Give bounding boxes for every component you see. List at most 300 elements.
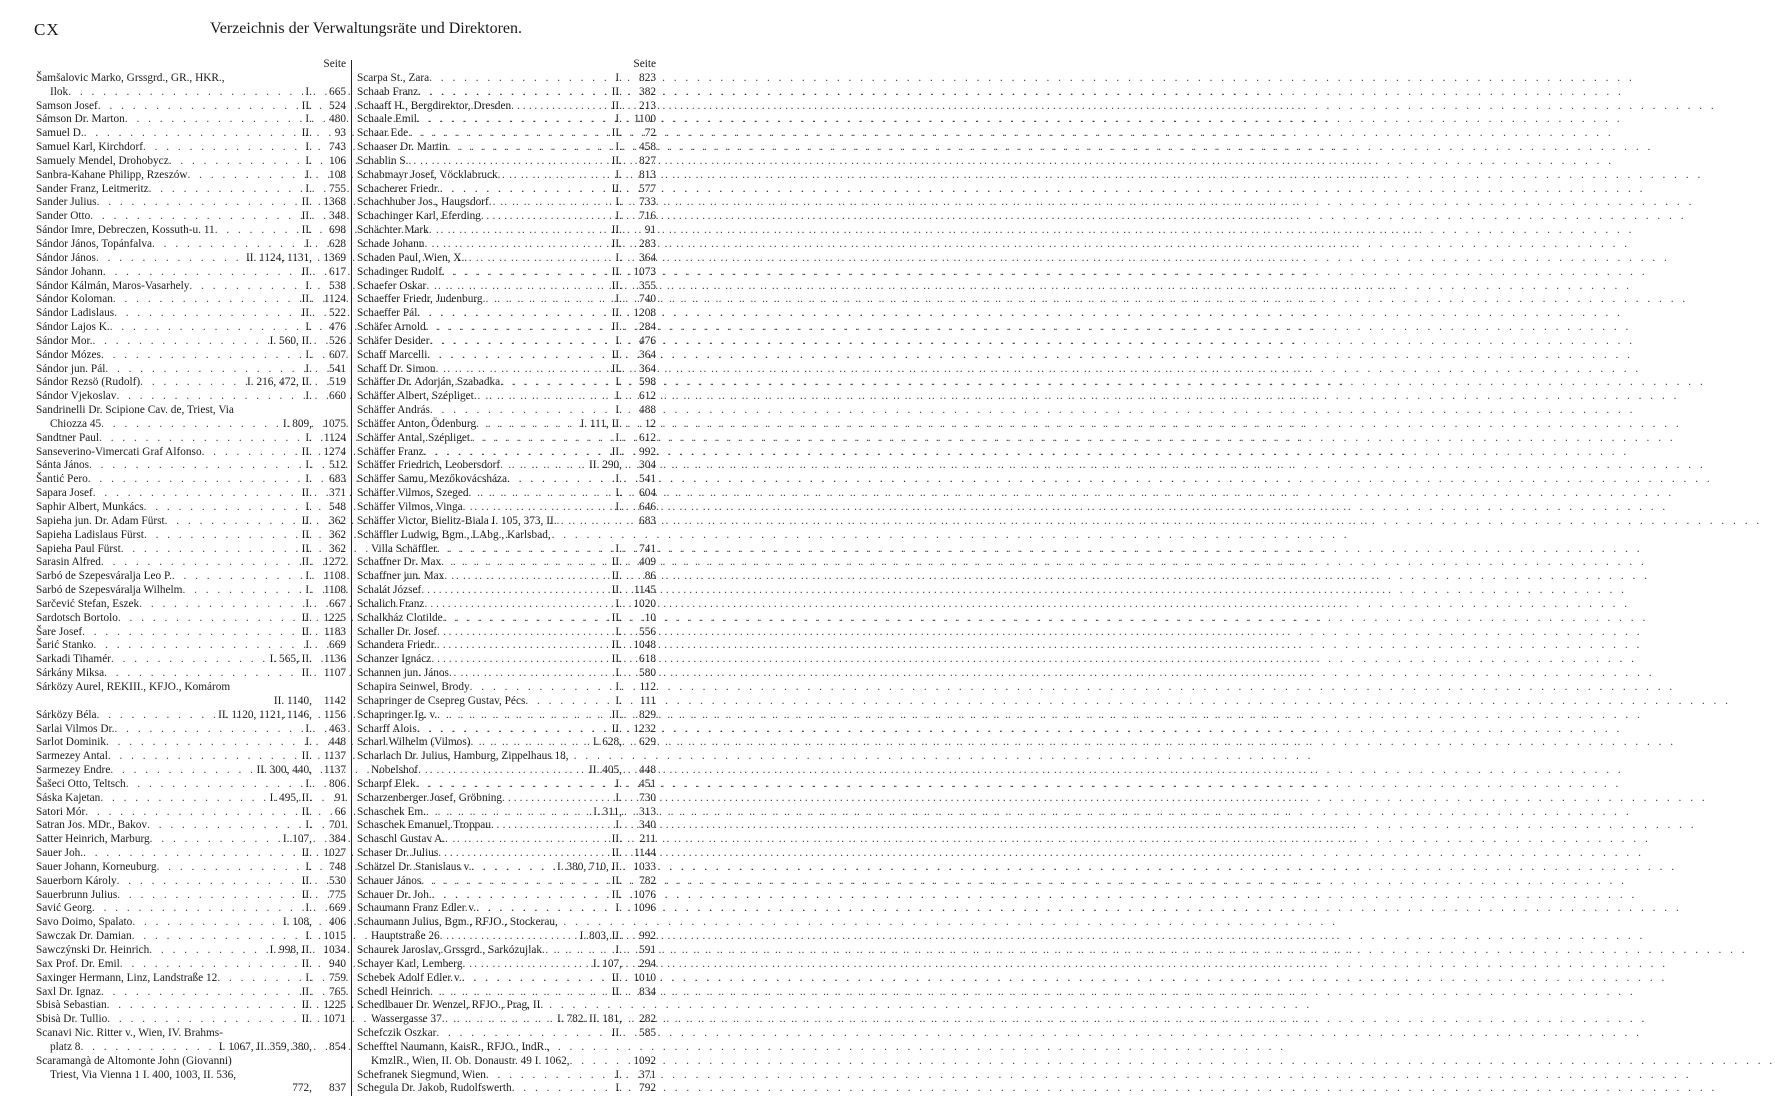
volume-ref: I. 216, 472, II. <box>247 376 312 389</box>
leader-dots <box>97 709 216 723</box>
leader-dots <box>99 432 302 446</box>
entry-name: Sárközy Aurel, REKIII., KFJO., Komárom <box>36 680 231 693</box>
page-ref: 282 <box>639 1013 656 1026</box>
page-ref: 827 <box>639 154 656 167</box>
index-entry-line <box>36 916 346 930</box>
volume-ref: II. <box>611 888 622 901</box>
index-entry-line <box>36 653 346 667</box>
leader-dots <box>68 86 302 100</box>
entry-name: Sáska Kajetan <box>36 791 101 804</box>
leader-dots <box>471 736 590 750</box>
entry-name: platz 8 <box>50 1040 81 1053</box>
page-ref: 628 <box>329 237 346 250</box>
volume-ref: II. <box>611 653 622 666</box>
page-ref: 72 <box>644 127 656 140</box>
index-entry-line <box>36 280 346 294</box>
page-ref: 284 <box>639 321 656 334</box>
volume-ref: I. <box>615 694 622 707</box>
page-ref: 829 <box>639 708 656 721</box>
index-entry-line <box>357 695 656 709</box>
index-entry-line <box>36 224 346 238</box>
leader-dots <box>100 792 266 806</box>
page-ref: 1075 <box>323 417 346 430</box>
volume-ref: II. 300, 440, <box>256 764 312 777</box>
volume-ref: II. <box>301 224 312 237</box>
volume-ref: II. <box>611 570 622 583</box>
entry-name: Sarmezey Antal <box>36 750 108 763</box>
volume-ref: II. <box>611 265 622 278</box>
entry-name: Schaffner Dr. Max <box>357 556 442 569</box>
page-ref: 733 <box>639 196 656 209</box>
index-entry-line <box>36 86 346 100</box>
volume-ref: II. <box>301 514 312 527</box>
leader-dots <box>93 639 302 653</box>
leader-dots <box>500 376 612 390</box>
leader-dots <box>469 487 613 501</box>
volume-ref: I. <box>615 376 622 389</box>
page-ref: 86 <box>644 570 656 583</box>
index-entry-line <box>36 626 346 640</box>
entry-name: Savić Georg <box>36 902 92 915</box>
index-entry-line <box>357 113 656 127</box>
page-ref: 1156 <box>323 708 346 721</box>
index-entry-line <box>357 487 656 501</box>
index-entry-line <box>357 806 656 820</box>
entry-name: Schaff Marcelli <box>357 348 428 361</box>
index-entry-line <box>357 390 656 404</box>
page-ref: 759 <box>329 971 346 984</box>
leader-dots <box>108 750 299 764</box>
index-entry-line <box>357 1055 656 1069</box>
volume-ref: I. <box>615 141 622 154</box>
entry-name: Samuel Karl, Kirchdorf <box>36 141 143 154</box>
page-ref: 1092 <box>633 1054 656 1067</box>
volume-ref: II. <box>611 445 622 458</box>
index-entry-line <box>357 736 656 750</box>
volume-ref: I. <box>305 279 312 292</box>
entry-name: Sarbó de Szepesváralja Leo P. <box>36 570 172 583</box>
page-ref: 283 <box>639 237 656 250</box>
entry-name: Sándor Mózes <box>36 348 101 361</box>
page-ref: 1183 <box>323 625 346 638</box>
entry-name: Sardotsch Bortolo <box>36 611 118 624</box>
page-ref: 313 <box>639 805 656 818</box>
leader-dots <box>93 487 299 501</box>
page-number: CX <box>34 20 60 39</box>
index-entry-line <box>357 778 656 792</box>
page-ref: 371 <box>329 487 346 500</box>
volume-ref: I. <box>305 819 312 832</box>
entry-name: Sarmezey Endre <box>36 764 111 777</box>
volume-ref: I. 809, <box>282 417 312 430</box>
entry-name: Schäffer Dr. Adorján, Szabadka <box>357 376 501 389</box>
page-ref: 683 <box>639 514 656 527</box>
entry-name: Schapringer de Csepreg Gustav, Pécs <box>357 694 526 707</box>
leader-dots <box>416 778 613 792</box>
index-entry-line <box>357 681 656 695</box>
volume-ref: I. <box>615 71 622 84</box>
page-ref: 526 <box>329 334 346 347</box>
entry-name: Scharl Wilhelm (Vilmos) <box>357 736 471 749</box>
entry-name: Schedl Heinrich <box>357 985 431 998</box>
index-entry-line <box>357 570 656 584</box>
volume-ref: I. <box>615 542 622 555</box>
volume-ref: I. <box>305 570 312 583</box>
leader-dots <box>88 473 303 487</box>
index-entry-line <box>357 709 656 723</box>
volume-ref: I. <box>615 791 622 804</box>
index-entry-line <box>36 750 346 764</box>
leader-dots <box>429 72 612 86</box>
volume-ref: II. <box>301 805 312 818</box>
entry-name: Schaser Dr. Julius <box>357 847 439 860</box>
entry-name: Sbisà Sebastian <box>36 999 107 1012</box>
index-entry-line <box>36 612 346 626</box>
seite-label-left: Seite <box>323 58 346 70</box>
index-entry-line <box>357 127 656 141</box>
leader-dots <box>140 376 244 390</box>
volume-ref: II. <box>301 750 312 763</box>
entry-name: Schebek Adolf Edler v. <box>357 971 462 984</box>
entry-name: Sauer Johann, Korneuburg <box>36 860 157 873</box>
entry-name: Schäffer Samu, Mezőkovácsháza <box>357 473 508 486</box>
volume-ref: II. <box>611 127 622 140</box>
volume-ref: II. <box>611 154 622 167</box>
index-entry-line <box>36 349 346 363</box>
index-entry-line <box>357 183 656 197</box>
entry-name: Satran Jos. MDr., Bakov <box>36 819 148 832</box>
volume-ref: I. <box>305 777 312 790</box>
index-entry-line <box>357 598 656 612</box>
entry-name: Sander Otto <box>36 210 91 223</box>
page-ref: 755 <box>329 182 346 195</box>
entry-name: Sarlai Vilmos Dr. <box>36 722 115 735</box>
index-entry-line <box>36 1041 346 1055</box>
index-entry-line <box>357 626 656 640</box>
entry-name: Sanbra-Kahane Philipp, Rzeszów <box>36 168 188 181</box>
index-entry-line <box>36 764 346 778</box>
index-entry-line <box>357 86 656 100</box>
page-ref: 667 <box>329 597 346 610</box>
leader-dots <box>85 806 298 820</box>
volume-ref: I. 803, II. <box>579 930 622 943</box>
index-entry-line <box>36 1027 346 1041</box>
leader-dots <box>474 390 613 404</box>
entry-name: Sauer Joh. <box>36 847 84 860</box>
page-ref: 1137 <box>323 750 346 763</box>
leader-dots <box>437 626 612 640</box>
entry-name: Scanavi Nic. Ritter v., Wien, IV. Brahms- <box>36 1027 223 1040</box>
volume-ref: I. <box>615 487 622 500</box>
volume-ref: II. <box>301 999 312 1012</box>
volume-ref: I. <box>615 390 622 403</box>
leader-dots <box>157 861 303 875</box>
entry-name: Schauer János <box>357 874 422 887</box>
leader-dots <box>462 972 609 986</box>
page-ref: 1274 <box>323 445 346 458</box>
page-ref: 538 <box>329 279 346 292</box>
page-ref: 585 <box>639 1027 656 1040</box>
leader-dots <box>80 1041 215 1055</box>
volume-ref: II. <box>611 971 622 984</box>
page-ref: 834 <box>639 985 656 998</box>
index-entry-line <box>357 501 656 515</box>
volume-ref: I. 495, II. <box>269 791 312 804</box>
volume-ref: I. <box>305 321 312 334</box>
leader-dots <box>89 459 302 473</box>
entry-name: Schaale Emil <box>357 113 417 126</box>
leader-dots <box>188 169 303 183</box>
index-entry-line <box>36 889 346 903</box>
leader-dots <box>149 944 266 958</box>
entry-name: Sapieha Paul Fürst <box>36 542 121 555</box>
entry-name: Scaramangà de Altomonte John (Giovanni) <box>36 1054 232 1067</box>
index-entry-line <box>36 141 346 155</box>
page-ref: 617 <box>329 265 346 278</box>
page-ref: 743 <box>329 141 346 154</box>
entry-name: Triest, Via Vienna 1 I. 400, 1003, II. 536, <box>50 1068 237 1081</box>
page-header <box>34 18 658 44</box>
page-ref: 213 <box>639 99 656 112</box>
leader-dots <box>150 833 280 847</box>
page-ref: 1108 <box>323 570 346 583</box>
page-title: Verzeichnis der Verwaltungsräte und Direktoren. <box>209 20 523 37</box>
leader-dots <box>147 819 302 833</box>
volume-ref: I. <box>615 404 622 417</box>
entry-name: Schalkház Clotilde <box>357 611 443 624</box>
index-entry-line <box>36 487 346 501</box>
page-ref: 106 <box>329 154 346 167</box>
volume-ref: II. <box>611 833 622 846</box>
volume-ref: I. <box>615 113 622 126</box>
volume-ref: II. <box>301 985 312 998</box>
leader-dots <box>132 916 279 930</box>
leader-dots <box>97 196 299 210</box>
entry-name: Sárközy Béla <box>36 708 97 721</box>
leader-dots <box>498 169 613 183</box>
volume-ref: I. <box>305 639 312 652</box>
page-ref: 1076 <box>633 888 656 901</box>
entry-name: Sándor Imre, Debreczen, Kossuth-u. 11 <box>36 224 215 237</box>
page-ref: 854 <box>329 1040 346 1053</box>
page-ref: 541 <box>639 473 656 486</box>
index-entry-line <box>357 515 656 529</box>
index-entry-line <box>36 1082 346 1096</box>
page-ref: 409 <box>639 556 656 569</box>
entry-name: Schäfer Desider <box>357 334 430 347</box>
index-entry-line <box>36 196 346 210</box>
leader-dots <box>557 515 619 529</box>
volume-ref: I. <box>615 196 622 209</box>
index-entry-line <box>357 889 656 903</box>
entry-name: Savo Doimo, Spalato <box>36 916 133 929</box>
page-ref: 1015 <box>323 930 346 943</box>
volume-ref: I. 311, <box>593 805 622 818</box>
right-entry-list <box>357 72 656 1096</box>
page-ref: 1124 <box>323 293 346 306</box>
index-entry-line <box>357 473 656 487</box>
volume-ref: II. <box>611 99 622 112</box>
page-ref: 792 <box>639 1082 656 1095</box>
leader-dots <box>92 902 302 916</box>
page-ref: 340 <box>639 819 656 832</box>
entry-name: Scharpf Elek <box>357 777 416 790</box>
entry-name: Sándor Lajos K. <box>36 321 110 334</box>
index-entry-line <box>357 238 656 252</box>
page-ref: 66 <box>334 805 346 818</box>
volume-ref: I. <box>305 902 312 915</box>
volume-ref: II. <box>301 1013 312 1026</box>
leader-dots <box>432 889 609 903</box>
entry-name: Schade Johann <box>357 237 425 250</box>
leader-dots <box>132 930 303 944</box>
index-entry-line <box>357 1082 656 1096</box>
entry-name: Sandtner Paul <box>36 431 100 444</box>
volume-ref: I. <box>305 459 312 472</box>
volume-ref: I. <box>615 597 622 610</box>
entry-name: Saxl Dr. Ignaz <box>36 985 101 998</box>
page-ref: 775 <box>329 888 346 901</box>
entry-name: Schefczik Oszkar <box>357 1027 437 1040</box>
page-ref: 522 <box>329 307 346 320</box>
page-ref: 371 <box>639 1068 656 1081</box>
index-entry-line <box>36 459 346 473</box>
volume-ref: I. <box>615 1068 622 1081</box>
entry-name: Sándor Mor. <box>36 334 93 347</box>
leader-dots <box>502 792 612 806</box>
volume-ref: I. <box>305 85 312 98</box>
index-entry-line <box>36 875 346 889</box>
index-entry-line <box>357 556 656 570</box>
page-ref: 1368 <box>323 196 346 209</box>
leader-dots <box>117 875 299 889</box>
page-ref: 463 <box>329 722 346 735</box>
volume-ref: I. <box>305 348 312 361</box>
page-ref: 1145 <box>633 584 656 597</box>
volume-ref: II. <box>611 847 622 860</box>
page-ref: 91 <box>334 791 346 804</box>
entry-name: Schaab Franz <box>357 85 419 98</box>
leader-dots <box>424 598 612 612</box>
leader-dots <box>424 238 608 252</box>
volume-ref: I. <box>615 680 622 693</box>
entry-name: Sapieha jun. Dr. Adam Fürst <box>36 514 165 527</box>
entry-name: Hauptstraße 26 <box>371 930 440 943</box>
leader-dots <box>511 100 609 114</box>
entry-name: Šare Josef <box>36 625 83 638</box>
index-entry-line <box>36 113 346 127</box>
index-entry-line <box>36 958 346 972</box>
index-entry-line <box>357 999 656 1013</box>
index-entry-line <box>36 529 346 543</box>
page-ref: 1232 <box>633 722 656 735</box>
volume-ref: I. <box>305 971 312 984</box>
page-ref: 512 <box>329 459 346 472</box>
volume-ref: II. 1124, 1131, <box>246 251 312 264</box>
volume-ref: II. <box>301 874 312 887</box>
page-ref: 451 <box>639 777 656 790</box>
leader-dots <box>491 819 612 833</box>
entry-name: Sándor János, Topánfalva <box>36 237 153 250</box>
entry-name: Schaller Dr. Josef <box>357 625 437 638</box>
page-ref: 1208 <box>633 307 656 320</box>
volume-ref: I. <box>305 431 312 444</box>
leader-dots <box>437 543 612 557</box>
leader-dots <box>408 127 609 141</box>
volume-ref: II. <box>611 556 622 569</box>
page-ref: 698 <box>329 224 346 237</box>
entry-name: Sax Prof. Dr. Emil <box>36 957 120 970</box>
index-entry-line <box>36 667 346 681</box>
entry-name: Chiozza 45 <box>50 417 102 430</box>
leader-dots <box>98 100 299 114</box>
volume-ref: II. <box>611 348 622 361</box>
entry-name: Sauerbrunn Julius <box>36 888 118 901</box>
page-ref: 1048 <box>633 639 656 652</box>
entry-name: Sándor Ladislaus <box>36 307 115 320</box>
index-entry-line <box>36 792 346 806</box>
entry-name: Sandrinelli Dr. Scipione Cav. de, Triest, Via <box>36 404 234 417</box>
leader-dots <box>431 653 608 667</box>
page-ref: 1096 <box>633 902 656 915</box>
left-column <box>36 58 346 1096</box>
index-entry-line <box>357 723 656 737</box>
page-ref: 112 <box>639 680 656 693</box>
index-entry-line <box>36 266 346 280</box>
index-entry-line <box>357 861 656 875</box>
volume-ref: II. <box>611 611 622 624</box>
leader-dots <box>476 418 577 432</box>
entry-name: Schäffer Victor, Bielitz-Biala I. 105, 373, II. <box>357 514 557 527</box>
entry-name: Schaden Paul, Wien, X. <box>357 251 465 264</box>
entry-name: Schäffer Vilmos, Vinga <box>357 501 463 513</box>
index-entry-line <box>357 902 656 916</box>
page-ref: 823 <box>639 71 656 84</box>
volume-ref: II. <box>611 85 622 98</box>
entry-name: Scharlach Dr. Julius, Hamburg, Zippelhaus 18, <box>357 750 569 763</box>
entry-name: Schaschek Emanuel, Troppau <box>357 819 491 832</box>
page-ref: 612 <box>639 431 656 444</box>
entry-name: Schedlbauer Dr. Wenzel, RFJO., Prag, II. <box>357 999 544 1012</box>
volume-ref: II. <box>611 362 622 375</box>
leader-dots <box>464 252 612 266</box>
index-entry-line <box>357 307 656 321</box>
leader-dots <box>470 432 612 446</box>
entry-name: Sarčević Stefan, Eszek <box>36 597 140 610</box>
leader-dots <box>486 1069 613 1083</box>
volume-ref: II. <box>301 127 312 140</box>
volume-ref: I. <box>305 154 312 167</box>
index-entry-line <box>36 819 346 833</box>
page-ref: 488 <box>639 404 656 417</box>
page-ref: 813 <box>639 168 656 181</box>
leader-dots <box>429 224 609 238</box>
index-entry-line <box>357 321 656 335</box>
entry-name: Schaefer Oskar <box>357 279 427 292</box>
leader-dots <box>144 501 303 515</box>
index-entry-line <box>36 155 346 169</box>
page-ref: 304 <box>639 459 656 472</box>
leader-dots <box>429 335 612 349</box>
entry-name: Schanzer Ignácz <box>357 653 432 666</box>
index-entry-line <box>357 1069 656 1083</box>
volume-ref: I. 560, II. <box>269 334 312 347</box>
volume-ref: II. <box>301 847 312 860</box>
index-entry-line <box>357 349 656 363</box>
page-ref: 1136 <box>323 653 346 666</box>
leader-dots <box>83 847 299 861</box>
leader-dots <box>149 183 303 197</box>
